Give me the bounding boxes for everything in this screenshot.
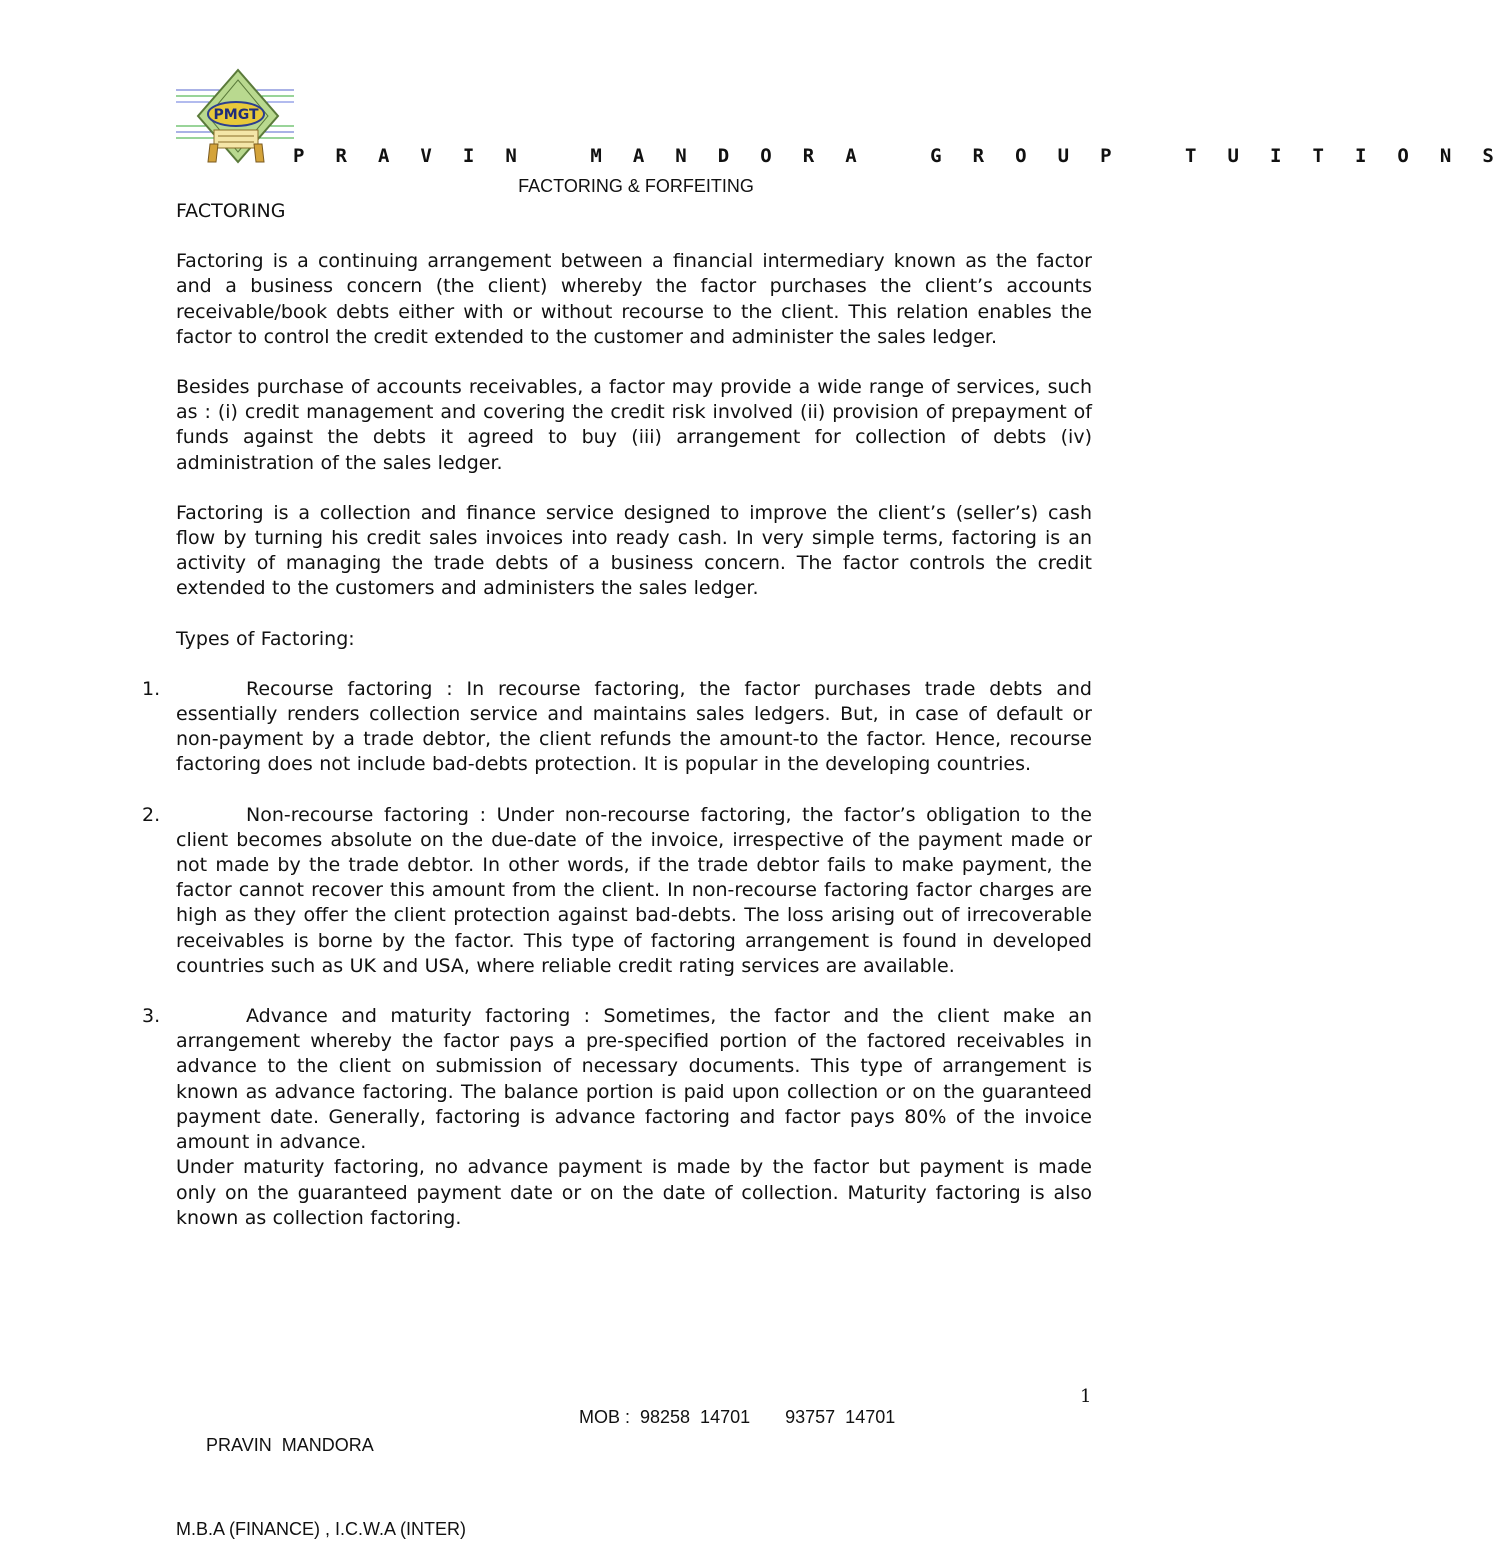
list-item-continuation: Under maturity factoring, no advance payment is made by the factor but payment is made only on the guaranteed payment date or on the date of collection. Maturity factoring is also known as collection factoring.: [176, 1156, 1092, 1229]
section-heading: FACTORING: [176, 200, 286, 222]
list-item-text: Non-recourse factoring : Under non-recourse factoring, the factor’s obligation to the client becomes absolute on the due-date of the invoice, irrespective of the payment made or not made by the trade debtor. In other words, if the trade debtor fails to make payment, the factor cannot recover this amount from the client. In non-recourse factoring factor charges are high as they offer the client protection against bad-debts. The loss arising out of irrecoverable receivables is borne by the factor. This type of factoring arrangement is found in developed countries such as UK and USA, where reliable credit rating services are available.: [176, 803, 1092, 977]
footer-mobile: MOB : 98258 14701 93757 14701: [579, 1407, 896, 1427]
list-item-recourse-factoring: [142, 677, 1092, 778]
list-item-text: Advance and maturity factoring : Sometimes, the factor and the client make an arrangement whereby the factor pays a pre-specified portion of the factored receivables in advance to the client on submission of necessary documents. This type of arrangement is known as advance factoring. The balance portion is paid upon collection or on the guaranteed payment date. Generally, factoring is advance factoring and factor pays 80% of the invoice amount in advance.: [176, 1005, 1092, 1154]
footer-qualification: M.B.A (FINANCE) , I.C.W.A (INTER): [176, 1519, 467, 1539]
list-item-non-recourse-factoring: [142, 803, 1092, 979]
document-title: FACTORING & FORFEITING: [518, 176, 754, 196]
paragraph-services: Besides purchase of accounts receivables, a factor may provide a wide range of services, such as : (i) credit management and covering the credit risk involved (ii) provision of prepayment of funds against the debts it agreed to buy (iii) arrangement for collection of debts (iv) administration of the sales ledger.: [176, 376, 1092, 474]
list-item-text: Recourse factoring : In recourse factoring, the factor purchases trade debts and essentially renders collection service and maintains sales ledgers. But, in case of default or non-payment by a trade debtor, the client refunds the amount-to the factor. Hence, recourse factoring does not include bad-debts protection. It is popular in the developing countries.: [176, 677, 1092, 776]
paragraph-definition: Factoring is a continuing arrangement between a financial intermediary known as the factor and a business concern (the client) whereby the factor purchases the client’s accounts receivable/book debts either with or without recourse to the client. This relation enables the factor to control the credit extended to the customer and administer the sales ledger.: [176, 250, 1092, 348]
footer-name: PRAVIN MANDORA: [206, 1435, 374, 1455]
list-item-advance-maturity-factoring: [142, 1004, 1092, 1231]
document-body: [142, 199, 1092, 1231]
list-number: 3.: [142, 1005, 161, 1028]
list-number: 1.: [142, 677, 161, 700]
logo-text: PMGT: [213, 107, 259, 123]
organization-name: P R A V I N M A N D O R A G R O U P T U I T I O N S: [293, 145, 1504, 167]
types-heading: Types of Factoring:: [176, 627, 355, 650]
footer: [176, 1403, 896, 1543]
list-number: 2.: [142, 803, 161, 826]
page-number: 1: [1080, 1386, 1092, 1407]
paragraph-collection-finance: Factoring is a collection and finance service designed to improve the client’s (seller’s) cash flow by turning his credit sales invoices into ready cash. In very simple terms, factoring is an activity of managing the trade debts of a business concern. The factor controls the credit extended to the customers and administers the sales ledger.: [176, 501, 1092, 600]
pmgt-logo-icon: [172, 68, 296, 168]
